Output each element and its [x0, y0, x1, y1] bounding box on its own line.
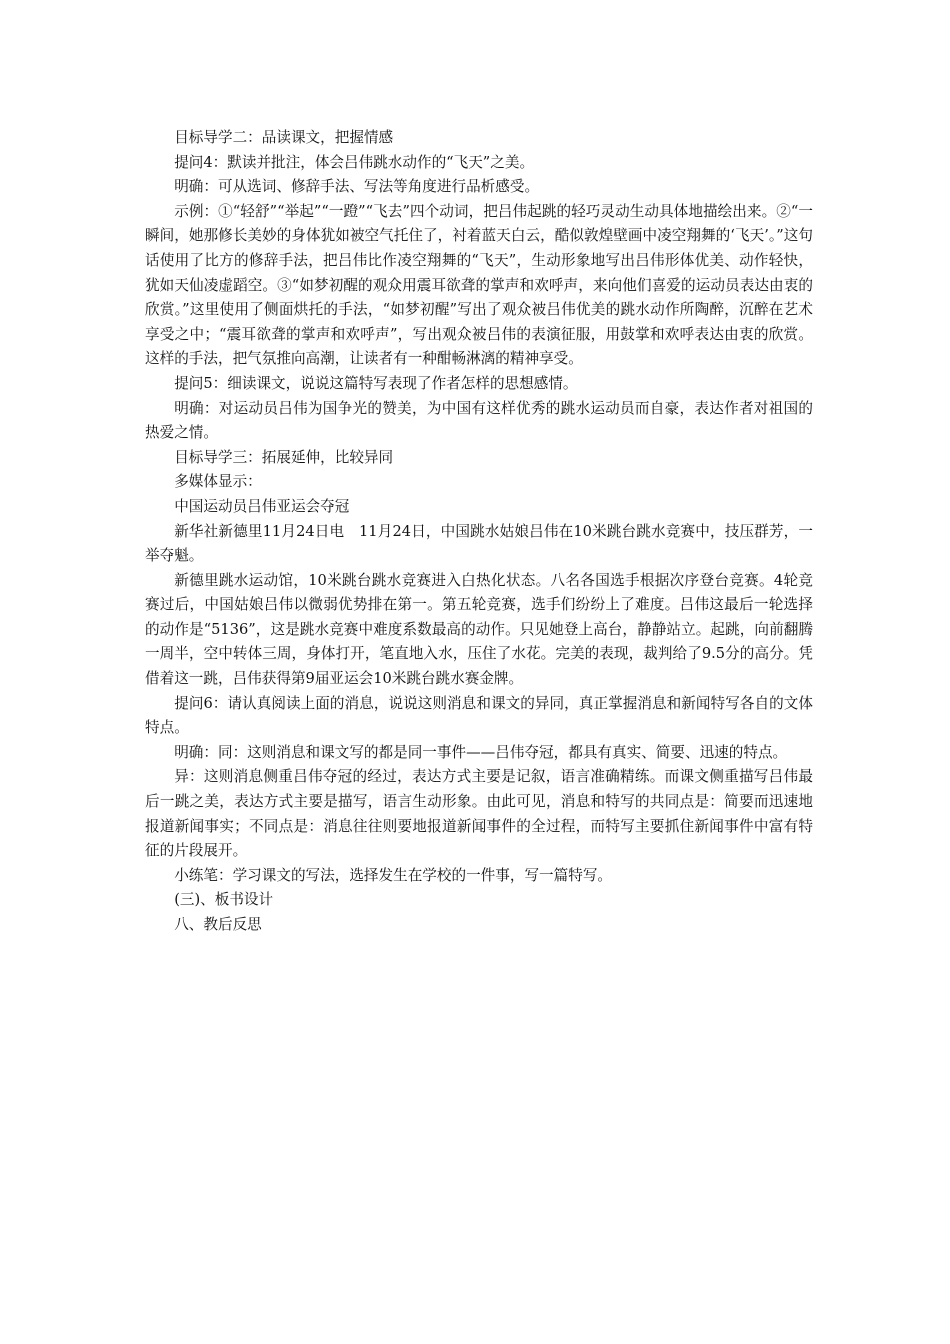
news-lead: 新华社新德里11月24日电 11月24日，中国跳水姑娘吕伟在10米跳台跳水竞赛中，技压群芳，一举夺魁。 — [145, 522, 813, 565]
multimedia-label: 多媒体显示： — [174, 473, 262, 491]
board-design-heading: (三)、板书设计 — [174, 891, 274, 909]
news-headline: 中国运动员吕伟亚运会夺冠 — [174, 497, 350, 515]
section-heading-goal-3: 目标导学三：拓展延伸，比较异同 — [174, 448, 394, 466]
answer-4: 明确：可从选词、修辞手法、写法等角度进行品析感受。 — [174, 178, 540, 196]
news-body: 新德里跳水运动馆，10米跳台跳水竞赛进入白热化状态。八名各国选手根据次序登台竞赛。4轮竞赛过后，中国姑娘吕伟以微弱优势排在第一。第五轮竞赛，选手们纷纷上了难度。吕伟这最后一轮选择的动作是“5136”，这是跳水竞赛中难度系数最高的动作。只见她登上高台，静静站立。起跳，向前翻腾一周半，空中转体三周，身体打开，笔直地入水，压住了水花。完美的表现，裁判给了9.5分的高分。凭借着这一跳，吕伟获得第9届亚运会10米跳台跳水赛金牌。 — [145, 571, 813, 688]
answer-6-difference: 异：这则消息侧重吕伟夺冠的经过，表达方式主要是记叙，语言准确精练。而课文侧重描写吕伟最后一跳之美，表达方式主要是描写，语言生动形象。由此可见，消息和特写的共同点是：简要而迅速地报道新闻事实；不同点是：消息往往则要地报道新闻事件的全过程，而特写主要抓住新闻事件中富有特征的片段展开。 — [145, 768, 813, 860]
reflection-heading: 八、教后反思 — [174, 916, 262, 933]
answer-6-similarity: 明确：同：这则消息和课文写的都是同一事件——吕伟夺冠，都具有真实、简要、迅速的特点。 — [174, 743, 788, 761]
section-heading-goal-2: 目标导学二：品读课文，把握情感 — [174, 129, 394, 146]
document-body — [145, 126, 813, 938]
writing-exercise: 小练笔：学习课文的写法，选择发生在学校的一件事，写一篇特写。 — [174, 866, 613, 884]
example-paragraph: 示例：①“轻舒”“举起”“一蹬”“飞去”四个动词，把吕伟起跳的轻巧灵动生动具体地描绘出来。②“一瞬间，她那修长美妙的身体犹如被空气托住了，衬着蓝天白云，酷似敦煌壁画中凌空翔舞的‘飞天’。”这句话使用了比方的修辞手法，把吕伟比作凌空翔舞的“飞天”，生动形象地写出吕伟形体优美、动作轻快，犹如天仙凌虚蹈空。③“如梦初醒的观众用震耳欲聋的掌声和欢呼声，来向他们喜爱的运动员表达由衷的欣赏。”这里使用了侧面烘托的手法，“如梦初醒”写出了观众被吕伟优美的跳水动作所陶醉，沉醉在艺术享受之中；“震耳欲聋的掌声和欢呼声”，写出观众被吕伟的表演征服，用鼓掌和欢呼表达由衷的欣赏。这样的手法，把气氛推向高潮，让读者有一种酣畅淋漓的精神享受。 — [145, 202, 813, 368]
question-5: 提问5：细读课文，说说这篇特写表现了作者怎样的思想感情。 — [174, 374, 578, 392]
answer-5: 明确：对运动员吕伟为国争光的赞美，为中国有这样优秀的跳水运动员而自豪，表达作者对祖国的热爱之情。 — [145, 399, 813, 442]
question-4: 提问4：默读并批注，体会吕伟跳水动作的“飞天”之美。 — [174, 153, 535, 171]
question-6: 提问6：请认真阅读上面的消息，说说这则消息和课文的异同，真正掌握消息和新闻特写各自的文体特点。 — [145, 694, 813, 737]
